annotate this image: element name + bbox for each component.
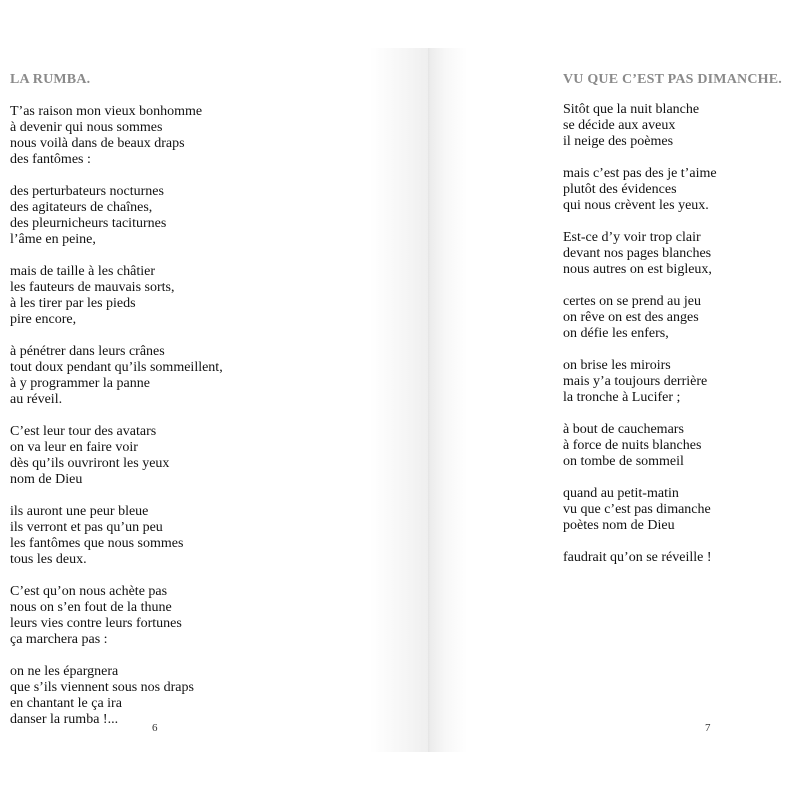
verse-line: C’est leur tour des avatars — [10, 424, 157, 439]
verse-line: mais y’a toujours derrière — [563, 374, 708, 389]
verse-line: tout doux pendant qu’ils sommeillent, — [10, 360, 223, 375]
stanza — [10, 184, 410, 248]
verse-line: les fauteurs de mauvais sorts, — [10, 280, 175, 295]
verse-line: tous les deux. — [10, 552, 87, 567]
book-spread — [0, 48, 800, 752]
verse-line: on tombe de sommeil — [563, 454, 684, 469]
poem-body-right — [563, 102, 793, 582]
verse-line: ils auront une peur bleue — [10, 504, 149, 519]
stanza — [563, 294, 793, 342]
verse-line: vu que c’est pas dimanche — [563, 502, 711, 517]
verse-line: T’as raison mon vieux bonhomme — [10, 104, 203, 119]
verse-line: nous autres on est bigleux, — [563, 262, 712, 277]
verse-line: à les tirer par les pieds — [10, 296, 136, 311]
stanza — [10, 424, 410, 488]
stanza — [563, 230, 793, 278]
verse-line: nous voilà dans de beaux draps — [10, 136, 185, 151]
verse-line: Sitôt que la nuit blanche — [563, 102, 700, 117]
verse-line: la tronche à Lucifer ; — [563, 390, 681, 405]
verse-line: ça marchera pas : — [10, 632, 108, 647]
verse-line: faudrait qu’on se réveille ! — [563, 550, 712, 565]
verse-line: se décide aux aveux — [563, 118, 676, 133]
verse-line: à bout de cauchemars — [563, 422, 684, 437]
verse-line: les fantômes que nous sommes — [10, 536, 184, 551]
stanza — [563, 550, 793, 566]
stanza — [10, 264, 410, 328]
verse-line: on rêve on est des anges — [563, 310, 699, 325]
verse-line: pire encore, — [10, 312, 77, 327]
verse-line: des agitateurs de chaînes, — [10, 200, 153, 215]
verse-line: danser la rumba !... — [10, 712, 119, 727]
verse-line: on défie les enfers, — [563, 326, 669, 341]
verse-line: poètes nom de Dieu — [563, 518, 675, 533]
verse-line: en chantant le ça ira — [10, 696, 122, 711]
stanza — [563, 358, 793, 406]
verse-line: des perturbateurs nocturnes — [10, 184, 164, 199]
verse-line: quand au petit-matin — [563, 486, 679, 501]
verse-line: mais de taille à les châtier — [10, 264, 155, 279]
verse-line: plutôt des évidences — [563, 182, 677, 197]
verse-line: à y programmer la panne — [10, 376, 150, 391]
stanza — [563, 486, 793, 534]
verse-line: à pénétrer dans leurs crânes — [10, 344, 165, 359]
verse-line: dès qu’ils ouvriront les yeux — [10, 456, 170, 471]
verse-line: Est-ce d’y voir trop clair — [563, 230, 701, 245]
stanza — [10, 504, 410, 568]
stanza — [563, 422, 793, 470]
stanza — [563, 102, 793, 150]
verse-line: l’âme en peine, — [10, 232, 96, 247]
right-page — [430, 48, 800, 752]
verse-line: des pleurnicheurs taciturnes — [10, 216, 167, 231]
stanza — [10, 584, 410, 648]
verse-line: que s’ils viennent sous nos draps — [10, 680, 194, 695]
stanza — [10, 104, 410, 168]
verse-line: des fantômes : — [10, 152, 91, 167]
poem-title-left: LA RUMBA. — [10, 72, 91, 87]
verse-line: certes on se prend au jeu — [563, 294, 701, 309]
verse-line: leurs vies contre leurs fortunes — [10, 616, 182, 631]
verse-line: devant nos pages blanches — [563, 246, 712, 261]
verse-line: à force de nuits blanches — [563, 438, 702, 453]
verse-line: à devenir qui nous sommes — [10, 120, 163, 135]
page-number-right: 7 — [705, 722, 711, 734]
verse-line: il neige des poèmes — [563, 134, 674, 149]
poem-title-right: VU QUE C’EST PAS DIMANCHE. — [563, 72, 782, 87]
stanza — [10, 664, 410, 728]
verse-line: on ne les épargnera — [10, 664, 119, 679]
verse-line: nous on s’en fout de la thune — [10, 600, 172, 615]
poem-body-left — [10, 104, 410, 744]
verse-line: au réveil. — [10, 392, 63, 407]
verse-line: ils verront et pas qu’un peu — [10, 520, 163, 535]
left-page — [0, 48, 430, 752]
page-number-left: 6 — [152, 722, 158, 734]
stanza — [563, 166, 793, 214]
verse-line: nom de Dieu — [10, 472, 83, 487]
stanza — [10, 344, 410, 408]
verse-line: mais c’est pas des je t’aime — [563, 166, 717, 181]
verse-line: qui nous crèvent les yeux. — [563, 198, 709, 213]
verse-line: on brise les miroirs — [563, 358, 671, 373]
verse-line: on va leur en faire voir — [10, 440, 138, 455]
verse-line: C’est qu’on nous achète pas — [10, 584, 168, 599]
